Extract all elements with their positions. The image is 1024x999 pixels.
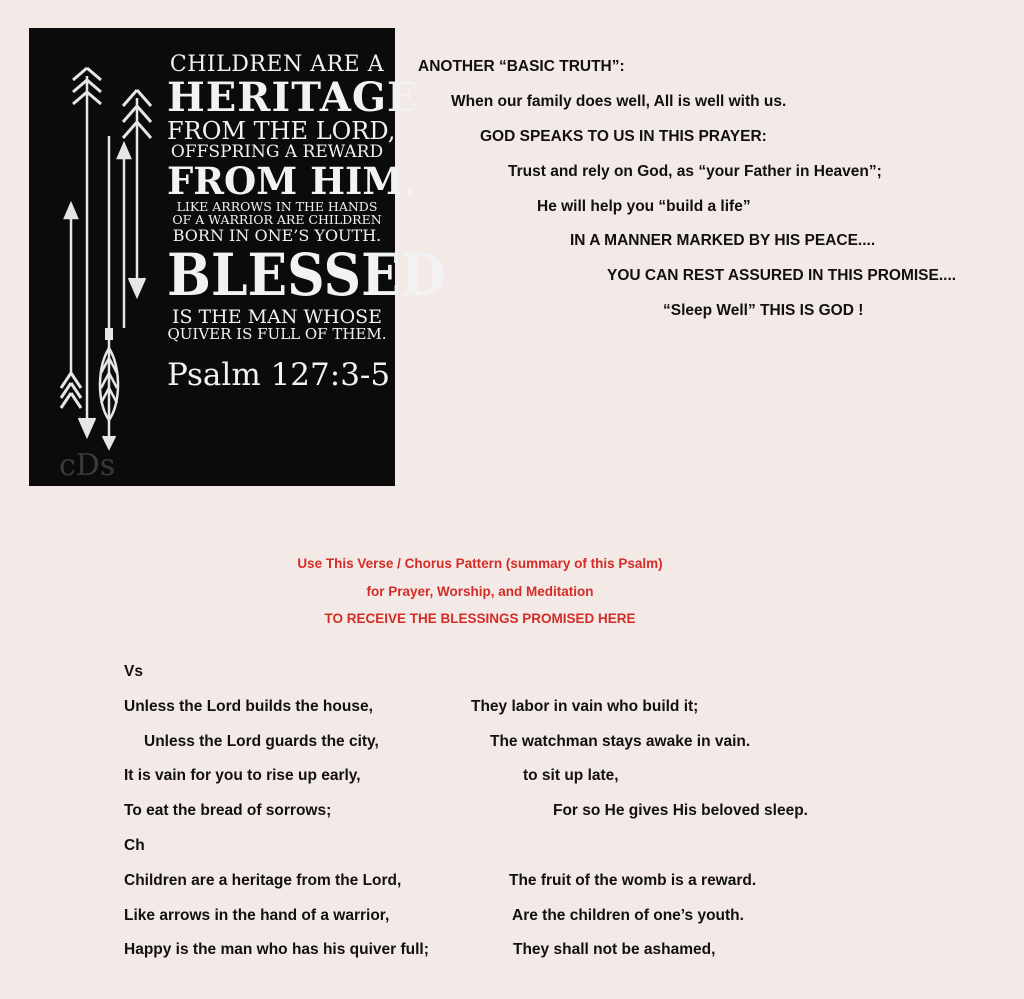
verse-label: Vs	[124, 663, 143, 680]
verse-right: to sit up late,	[523, 767, 619, 784]
intro-line: He will help you “build a life”	[537, 198, 751, 215]
instruction-line: for Prayer, Worship, and Meditation	[366, 584, 594, 599]
chorus-right: Are the children of one’s youth.	[512, 907, 744, 924]
verse-left: To eat the bread of sorrows;	[124, 802, 332, 819]
poster-line: BORN IN ONE’S YOUTH.	[172, 226, 382, 246]
chorus-right: The fruit of the womb is a reward.	[509, 872, 757, 889]
intro-line: IN A MANNER MARKED BY HIS PEACE....	[570, 232, 876, 249]
chorus-left: Children are a heritage from the Lord,	[124, 872, 402, 889]
watermark-logo: cDs	[59, 448, 116, 483]
verse-right: The watchman stays awake in vain.	[490, 733, 751, 750]
chorus-left: Happy is the man who has his quiver full;	[124, 941, 429, 958]
intro-line: YOU CAN REST ASSURED IN THIS PROMISE....	[607, 267, 957, 284]
intro-line: Trust and rely on God, as “your Father in Heaven”;	[508, 163, 882, 180]
poster-line: LIKE ARROWS IN THE HANDS	[176, 198, 378, 214]
poster-line: OF A WARRIOR ARE CHILDREN	[172, 211, 382, 227]
instruction-line: TO RECEIVE THE BLESSINGS PROMISED HERE	[324, 611, 636, 626]
instruction-line: Use This Verse / Chorus Pattern (summary of this Psalm)	[297, 556, 663, 571]
poster-text	[167, 52, 446, 394]
intro-heading: ANOTHER “BASIC TRUTH”:	[418, 58, 625, 75]
poster-line: QUIVER IS FULL OF THEM.	[167, 324, 387, 343]
poster-line: IS THE MAN WHOSE	[171, 305, 383, 328]
poster-line: HERITAGE	[167, 74, 419, 122]
poster-line: FROM HIM.	[167, 159, 417, 204]
chorus-label: Ch	[124, 837, 145, 854]
poster-line: BLESSED	[167, 240, 446, 310]
verse-left: Unless the Lord guards the city,	[144, 733, 379, 750]
poster-reference: Psalm 127:3-5	[167, 357, 391, 394]
chorus-right: They shall not be ashamed,	[513, 941, 716, 958]
chorus-left: Like arrows in the hand of a warrior,	[124, 907, 390, 924]
verse-right: They labor in vain who build it;	[471, 698, 699, 715]
verse-left: It is vain for you to rise up early,	[124, 767, 361, 784]
verse-left: Unless the Lord builds the house,	[124, 698, 373, 715]
intro-line: When our family does well, All is well with us.	[451, 93, 787, 110]
intro-line: GOD SPEAKS TO US IN THIS PRAYER:	[480, 128, 767, 145]
poster-line: FROM THE LORD,	[167, 117, 396, 146]
poster-line: CHILDREN ARE A	[169, 52, 385, 77]
poster-line: OFFSPRING A REWARD	[170, 141, 384, 162]
verse-right: For so He gives His beloved sleep.	[553, 802, 808, 819]
psalm-poster-image	[29, 28, 446, 486]
intro-line: “Sleep Well” THIS IS GOD !	[663, 302, 864, 319]
